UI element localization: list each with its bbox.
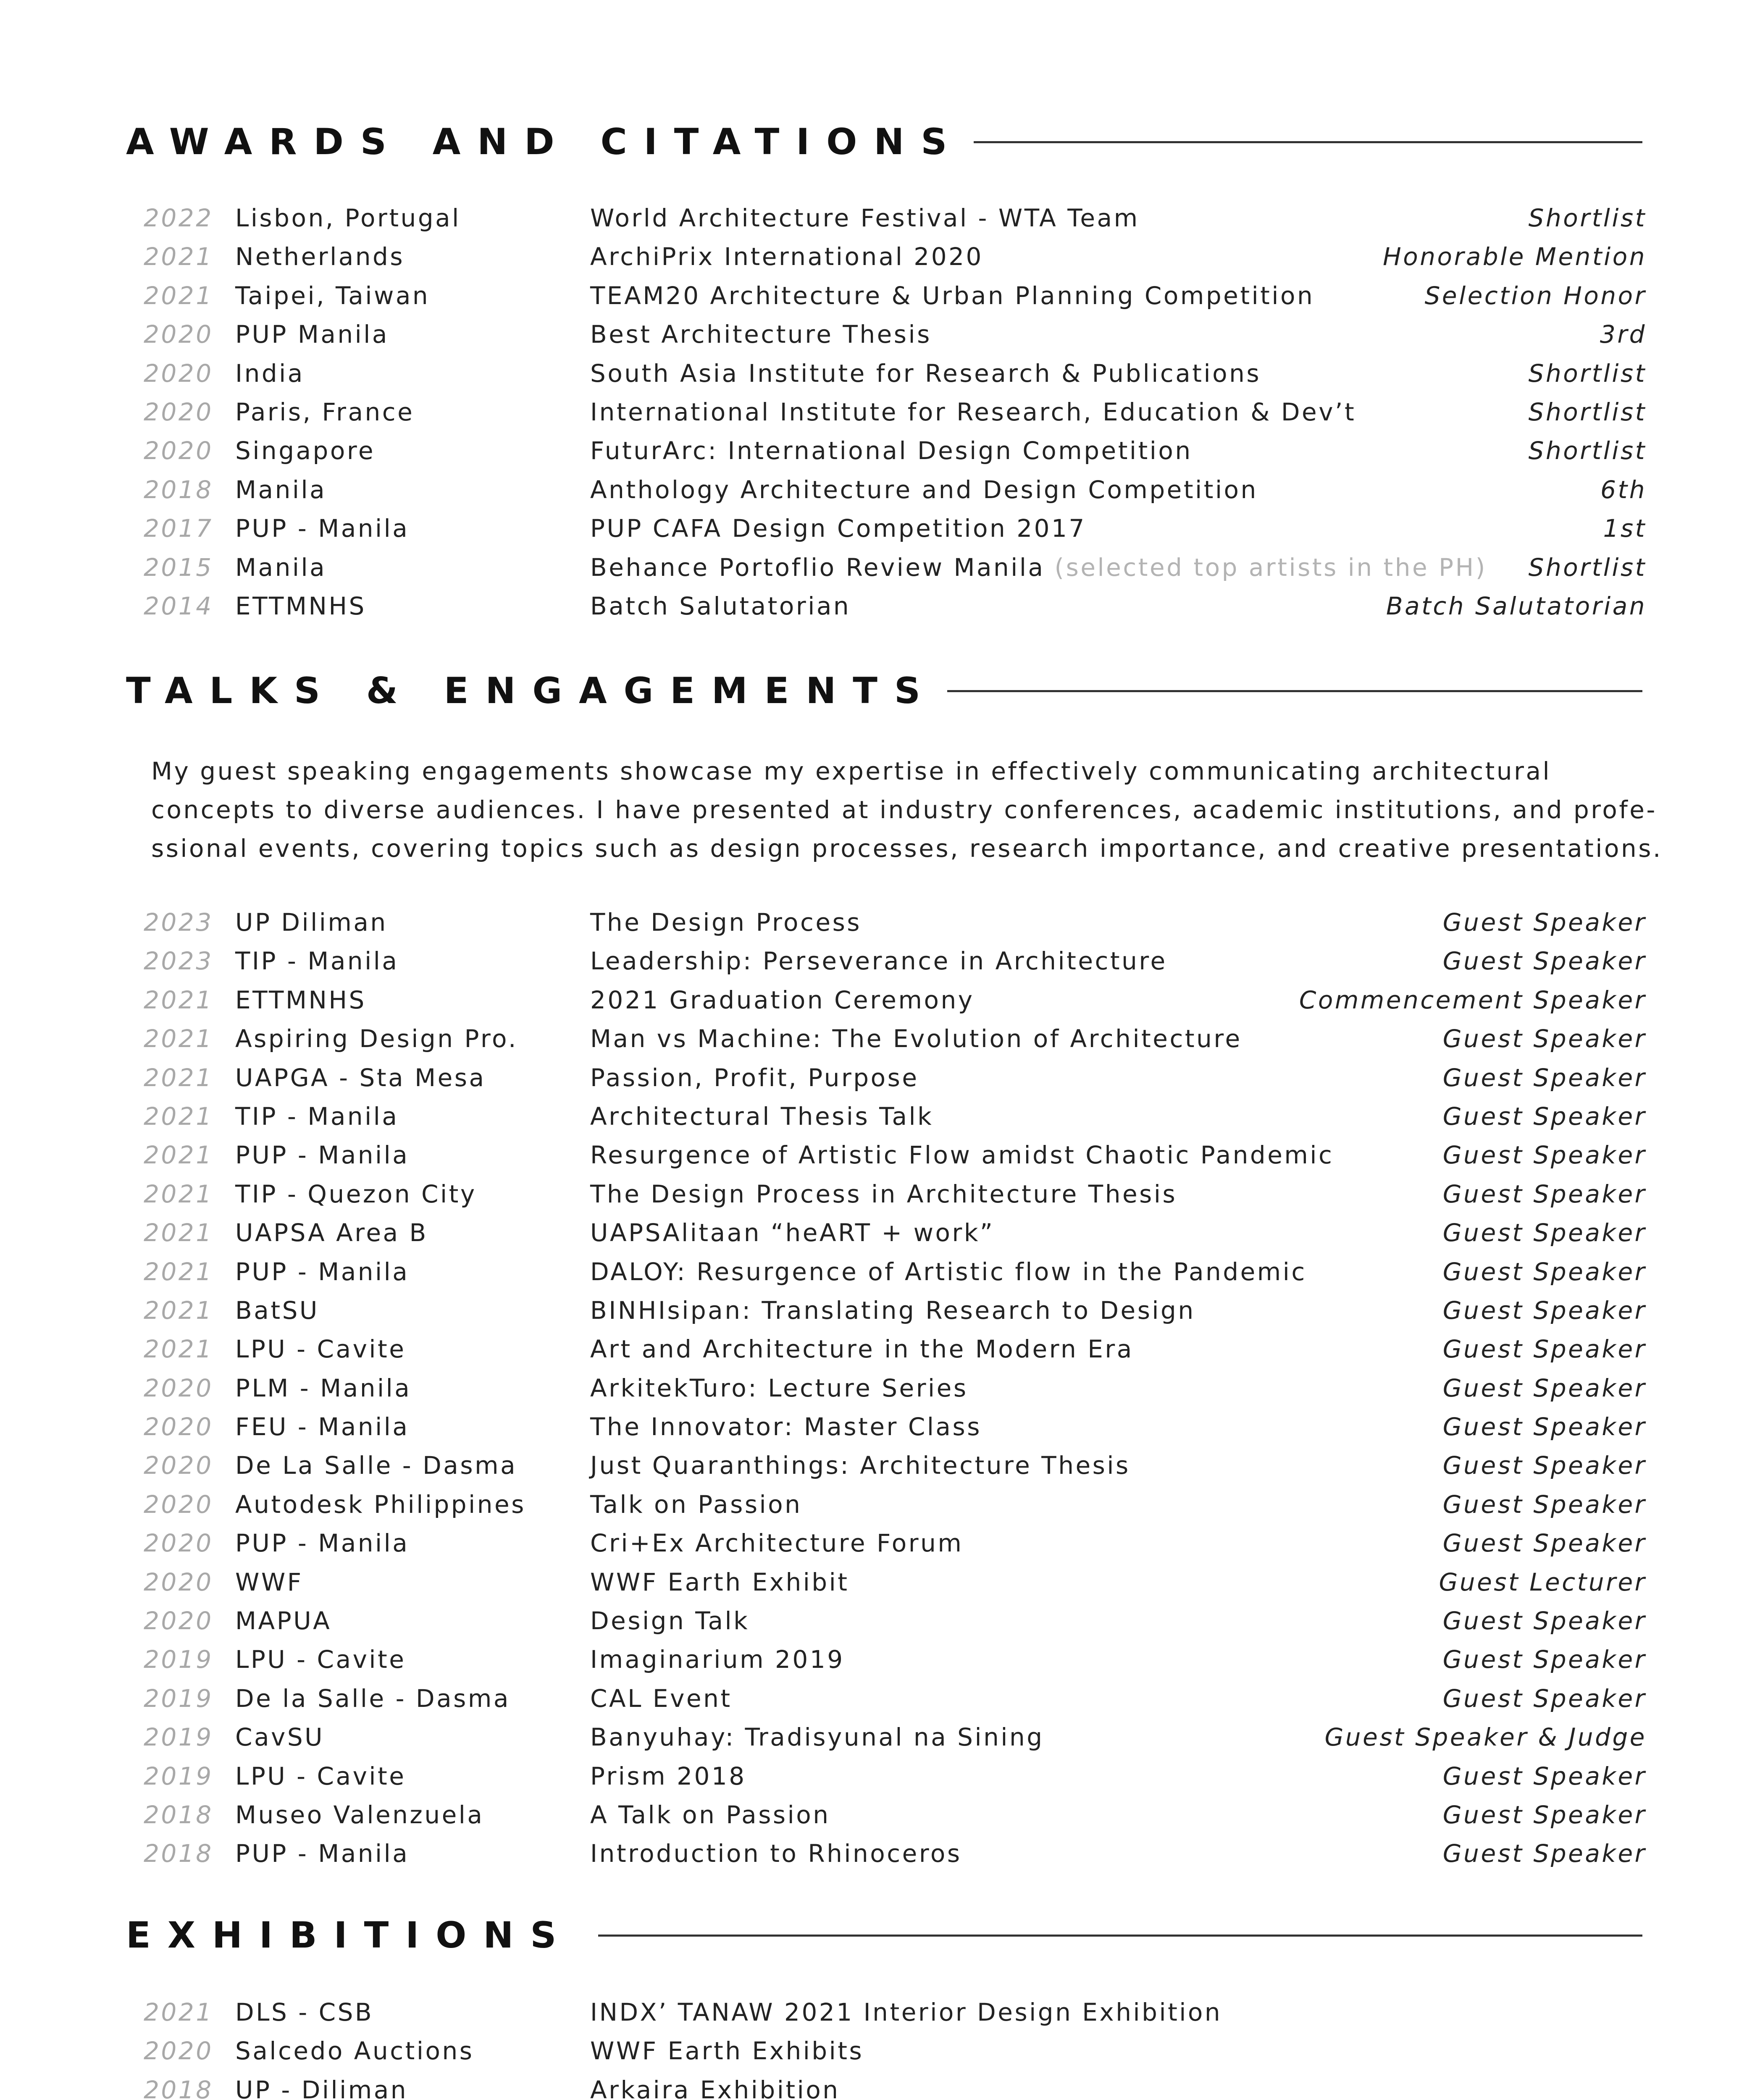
row-title-cell	[590, 1718, 1044, 1756]
exhibitions-row	[139, 1993, 1647, 2032]
row-title: Architectural Thesis Talk	[590, 1102, 934, 1131]
row-result: Shortlist	[1528, 553, 1647, 582]
row-title: BINHIsipan: Translating Research to Design	[590, 1296, 1195, 1325]
row-title: Cri+Ex Architecture Forum	[590, 1529, 964, 1558]
row-location: LPU - Cavite	[235, 1761, 406, 1790]
row-title-cell	[590, 548, 1487, 587]
awards-row	[139, 431, 1647, 470]
row-year: 2023	[144, 947, 213, 976]
row-title-cell	[590, 1796, 830, 1834]
row-result: Guest Speaker	[1442, 1024, 1647, 1053]
row-title: Leadership: Perseverance in Architecture	[590, 947, 1167, 976]
row-title: PUP CAFA Design Competition 2017	[590, 514, 1086, 543]
talks-description-line: My guest speaking engagements showcase my expertise in effectively communicating architectural	[151, 757, 1552, 785]
row-location: De La Salle - Dasma	[235, 1451, 517, 1480]
row-title-cell	[590, 431, 1193, 470]
row-title-cell	[590, 1757, 746, 1796]
row-result: Commencement Speaker	[1299, 985, 1647, 1014]
talks-list	[139, 903, 1647, 1873]
talks-row	[139, 1679, 1647, 1718]
row-title: The Design Process	[590, 908, 862, 937]
row-title: DALOY: Resurgence of Artistic flow in the Pandemic	[590, 1257, 1307, 1286]
talks-row	[139, 942, 1647, 980]
row-title-cell	[590, 1485, 802, 1524]
row-title: South Asia Institute for Research & Publications	[590, 359, 1261, 388]
row-year: 2019	[144, 1684, 213, 1713]
awards-title: AWARDS AND CITATIONS	[126, 121, 964, 163]
talks-row	[139, 1796, 1647, 1834]
talks-row	[139, 1097, 1647, 1136]
row-title-cell	[590, 981, 975, 1019]
row-title-cell	[590, 509, 1086, 548]
row-title-cell	[590, 1993, 1222, 2032]
row-title-cell	[590, 1524, 963, 1562]
talks-row	[139, 1601, 1647, 1640]
row-location: ETTMNHS	[235, 591, 366, 620]
row-year: 2019	[144, 1645, 213, 1674]
row-year: 2020	[144, 436, 213, 465]
awards-row	[139, 354, 1647, 393]
row-year: 2020	[144, 1490, 213, 1519]
row-result: Guest Speaker	[1442, 1839, 1647, 1868]
row-result: Guest Speaker	[1442, 1761, 1647, 1790]
row-result: Guest Speaker	[1442, 1684, 1647, 1713]
row-location: BatSU	[235, 1296, 319, 1325]
row-result: 3rd	[1600, 320, 1647, 349]
row-result: Guest Speaker	[1442, 1451, 1647, 1480]
row-title-cell	[590, 470, 1258, 509]
row-result: Guest Speaker	[1442, 1257, 1647, 1286]
row-location: Manila	[235, 553, 327, 582]
row-location: MAPUA	[235, 1606, 332, 1635]
talks-row	[139, 981, 1647, 1019]
row-title-cell	[590, 1175, 1177, 1213]
row-title-cell	[590, 1058, 919, 1097]
row-title: The Design Process in Architecture Thesis	[590, 1179, 1177, 1208]
talks-description-line: ssional events, covering topics such as design processes, research importance, and creative presentations.	[151, 834, 1663, 863]
awards-row	[139, 237, 1647, 276]
awards-row	[139, 393, 1647, 431]
row-year: 2019	[144, 1723, 213, 1752]
talks-row	[139, 1291, 1647, 1330]
row-title: CAL Event	[590, 1684, 732, 1713]
row-title-cell	[590, 1601, 749, 1640]
row-year: 2021	[144, 1218, 213, 1247]
talks-row	[139, 1213, 1647, 1252]
row-title-cell	[590, 2032, 864, 2070]
row-title: Design Talk	[590, 1606, 750, 1635]
row-title: Best Architecture Thesis	[590, 320, 932, 349]
row-location: LPU - Cavite	[235, 1645, 406, 1674]
row-result: Guest Lecturer	[1439, 1567, 1647, 1596]
row-title: Arkaira Exhibition	[590, 2075, 840, 2100]
row-location: Autodesk Philippines	[235, 1490, 526, 1519]
row-title-cell	[590, 1330, 1134, 1368]
row-year: 2023	[144, 908, 213, 937]
row-title-cell	[590, 393, 1356, 431]
row-title: Talk on Passion	[590, 1490, 802, 1519]
awards-row	[139, 276, 1647, 315]
row-year: 2014	[144, 591, 213, 620]
row-location: Netherlands	[235, 242, 405, 271]
talks-row	[139, 1718, 1647, 1756]
row-year: 2020	[144, 1529, 213, 1558]
row-location: TIP - Manila	[235, 1102, 399, 1131]
row-title: 2021 Graduation Ceremony	[590, 985, 975, 1014]
row-title-cell	[590, 1407, 982, 1446]
row-location: LPU - Cavite	[235, 1335, 406, 1364]
row-year: 2019	[144, 1761, 213, 1790]
row-location: FEU - Manila	[235, 1412, 410, 1441]
row-year: 2021	[144, 1335, 213, 1364]
row-location: UP Diliman	[235, 908, 388, 937]
row-title: WWF Earth Exhibit	[590, 1567, 849, 1596]
row-title-cell	[590, 354, 1261, 393]
row-year: 2015	[144, 553, 213, 582]
row-year: 2020	[144, 1606, 213, 1635]
awards-row	[139, 587, 1647, 625]
row-year: 2021	[144, 1141, 213, 1170]
row-location: Manila	[235, 475, 327, 504]
row-title: TEAM20 Architecture & Urban Planning Competition	[590, 281, 1315, 310]
row-location: PUP - Manila	[235, 1839, 410, 1868]
talks-description	[151, 752, 1663, 868]
row-result: Guest Speaker	[1442, 1606, 1647, 1635]
row-location: WWF	[235, 1567, 303, 1596]
row-result: Shortlist	[1528, 204, 1647, 232]
row-location: ETTMNHS	[235, 985, 366, 1014]
row-result: Shortlist	[1528, 436, 1647, 465]
talks-divider	[947, 690, 1642, 692]
row-title: Imaginarium 2019	[590, 1645, 845, 1674]
row-result: Guest Speaker	[1442, 1645, 1647, 1674]
row-result: Guest Speaker	[1442, 1529, 1647, 1558]
row-year: 2021	[144, 281, 213, 310]
row-location: Museo Valenzuela	[235, 1800, 484, 1829]
row-title: Passion, Profit, Purpose	[590, 1063, 919, 1092]
row-title: Just Quaranthings: Architecture Thesis	[590, 1451, 1130, 1480]
row-title-cell	[590, 587, 851, 625]
talks-row	[139, 1757, 1647, 1796]
row-title: Prism 2018	[590, 1761, 746, 1790]
row-title-cell	[590, 942, 1167, 980]
row-result: 1st	[1603, 514, 1647, 543]
row-title: Resurgence of Artistic Flow amidst Chaotic Pandemic	[590, 1141, 1334, 1170]
row-title: World Architecture Festival - WTA Team	[590, 204, 1140, 232]
row-title: ArchiPrix International 2020	[590, 242, 983, 271]
talks-row	[139, 1330, 1647, 1368]
talks-row	[139, 1252, 1647, 1291]
row-year: 2020	[144, 2037, 213, 2066]
row-year: 2018	[144, 2075, 213, 2100]
talks-header	[126, 666, 1642, 716]
row-year: 2021	[144, 1998, 213, 2026]
row-year: 2020	[144, 359, 213, 388]
awards-list	[139, 199, 1647, 625]
awards-row	[139, 315, 1647, 354]
row-result: Guest Speaker	[1442, 1490, 1647, 1519]
row-year: 2021	[144, 1179, 213, 1208]
talks-description-line: concepts to diverse audiences. I have presented at industry conferences, academic institutions, and profe-	[151, 795, 1657, 824]
row-year: 2020	[144, 1451, 213, 1480]
row-title-cell	[590, 1679, 732, 1718]
row-title-cell	[590, 1136, 1334, 1174]
row-title-cell	[590, 315, 932, 354]
row-location: Lisbon, Portugal	[235, 204, 461, 232]
row-location: Taipei, Taiwan	[235, 281, 430, 310]
row-title-cell	[590, 1640, 845, 1679]
row-year: 2021	[144, 1024, 213, 1053]
talks-row	[139, 1563, 1647, 1601]
row-location: CavSU	[235, 1723, 325, 1752]
row-result: Selection Honor	[1424, 281, 1647, 310]
row-title-cell	[590, 276, 1314, 315]
row-result: Guest Speaker & Judge	[1324, 1723, 1647, 1752]
row-result: Guest Speaker	[1442, 1412, 1647, 1441]
row-year: 2017	[144, 514, 213, 543]
awards-divider	[974, 141, 1642, 143]
row-result: Honorable Mention	[1383, 242, 1647, 271]
row-title-cell	[590, 1252, 1307, 1291]
row-title: INDX’ TANAW 2021 Interior Design Exhibition	[590, 1998, 1222, 2026]
row-title-cell	[590, 199, 1140, 237]
row-result: Guest Speaker	[1442, 1141, 1647, 1170]
row-year: 2021	[144, 1257, 213, 1286]
row-location: Singapore	[235, 436, 376, 465]
row-title: UAPSAlitaan “heART + work”	[590, 1218, 995, 1247]
row-title: Man vs Machine: The Evolution of Architecture	[590, 1024, 1242, 1053]
row-title: WWF Earth Exhibits	[590, 2037, 864, 2066]
exhibitions-row	[139, 2071, 1647, 2100]
row-location: Aspiring Design Pro.	[235, 1024, 518, 1053]
exhibitions-list	[139, 1993, 1647, 2100]
talks-row	[139, 1058, 1647, 1097]
awards-row	[139, 199, 1647, 237]
row-location: UAPGA - Sta Mesa	[235, 1063, 486, 1092]
row-title: The Innovator: Master Class	[590, 1412, 982, 1441]
row-location: De la Salle - Dasma	[235, 1684, 510, 1713]
row-year: 2020	[144, 1567, 213, 1596]
row-result: Guest Speaker	[1442, 1179, 1647, 1208]
row-year: 2020	[144, 1373, 213, 1402]
row-location: PUP - Manila	[235, 1141, 410, 1170]
talks-row	[139, 1136, 1647, 1174]
row-location: PUP - Manila	[235, 514, 410, 543]
talks-row	[139, 1485, 1647, 1524]
row-location: UP - Diliman	[235, 2075, 408, 2100]
row-title: ArkitekTuro: Lecture Series	[590, 1373, 968, 1402]
row-title: Banyuhay: Tradisyunal na Sining	[590, 1723, 1044, 1752]
row-year: 2021	[144, 242, 213, 271]
row-location: UAPSA Area B	[235, 1218, 428, 1247]
row-location: PUP - Manila	[235, 1257, 410, 1286]
row-year: 2018	[144, 1800, 213, 1829]
row-year: 2022	[144, 204, 213, 232]
row-year: 2021	[144, 1063, 213, 1092]
row-result: Guest Speaker	[1442, 1102, 1647, 1131]
row-year: 2021	[144, 985, 213, 1014]
row-location: India	[235, 359, 305, 388]
row-location: Salcedo Auctions	[235, 2037, 474, 2066]
row-title: Art and Architecture in the Modern Era	[590, 1335, 1134, 1364]
row-title: Introduction to Rhinoceros	[590, 1839, 962, 1868]
row-result: 6th	[1600, 475, 1647, 504]
row-title: FuturArc: International Design Competition	[590, 436, 1193, 465]
row-title: Behance Portoflio Review Manila	[590, 553, 1045, 582]
row-year: 2021	[144, 1296, 213, 1325]
awards-header	[126, 117, 1642, 167]
talks-row	[139, 1640, 1647, 1679]
row-title-cell	[590, 1213, 994, 1252]
row-title: Batch Salutatorian	[590, 591, 851, 620]
talks-row	[139, 903, 1647, 942]
talks-row	[139, 1524, 1647, 1562]
row-result: Guest Speaker	[1442, 1335, 1647, 1364]
row-year: 2018	[144, 1839, 213, 1868]
talks-row	[139, 1019, 1647, 1058]
exhibitions-row	[139, 2032, 1647, 2070]
awards-row	[139, 470, 1647, 509]
row-title-cell	[590, 2071, 840, 2100]
row-year: 2020	[144, 1412, 213, 1441]
row-result: Batch Salutatorian	[1386, 591, 1647, 620]
row-result: Guest Speaker	[1442, 1296, 1647, 1325]
row-note: (selected top artists in the PH)	[1054, 553, 1487, 582]
row-year: 2018	[144, 475, 213, 504]
row-result: Guest Speaker	[1442, 1373, 1647, 1402]
row-location: DLS - CSB	[235, 1998, 374, 2026]
talks-row	[139, 1446, 1647, 1485]
row-location: TIP - Manila	[235, 947, 399, 976]
row-title-cell	[590, 1097, 933, 1136]
awards-row	[139, 548, 1647, 587]
row-title-cell	[590, 1369, 968, 1407]
talks-row	[139, 1407, 1647, 1446]
row-year: 2020	[144, 397, 213, 426]
talks-row	[139, 1834, 1647, 1873]
row-location: PUP Manila	[235, 320, 389, 349]
row-title-cell	[590, 237, 983, 276]
row-result: Guest Speaker	[1442, 1218, 1647, 1247]
row-title-cell	[590, 1446, 1130, 1485]
row-title-cell	[590, 1563, 849, 1601]
awards-row	[139, 509, 1647, 548]
row-location: Paris, France	[235, 397, 415, 426]
row-result: Guest Speaker	[1442, 947, 1647, 976]
row-result: Shortlist	[1528, 397, 1647, 426]
exhibitions-header	[126, 1910, 1642, 1961]
row-title-cell	[590, 1019, 1242, 1058]
row-title-cell	[590, 1291, 1195, 1330]
row-result: Shortlist	[1528, 359, 1647, 388]
exhibitions-title: EXHIBITIONS	[126, 1914, 573, 1956]
row-title: Anthology Architecture and Design Competition	[590, 475, 1258, 504]
talks-row	[139, 1369, 1647, 1407]
row-location: TIP - Quezon City	[235, 1179, 477, 1208]
row-year: 2021	[144, 1102, 213, 1131]
row-title: International Institute for Research, Education & Dev’t	[590, 397, 1356, 426]
row-result: Guest Speaker	[1442, 908, 1647, 937]
row-title-cell	[590, 903, 862, 942]
row-result: Guest Speaker	[1442, 1063, 1647, 1092]
exhibitions-divider	[598, 1935, 1642, 1937]
row-result: Guest Speaker	[1442, 1800, 1647, 1829]
row-location: PUP - Manila	[235, 1529, 410, 1558]
row-title: A Talk on Passion	[590, 1800, 830, 1829]
row-title-cell	[590, 1834, 962, 1873]
row-location: PLM - Manila	[235, 1373, 412, 1402]
talks-title: TALKS & ENGAGEMENTS	[126, 670, 937, 712]
talks-row	[139, 1175, 1647, 1213]
row-year: 2020	[144, 320, 213, 349]
